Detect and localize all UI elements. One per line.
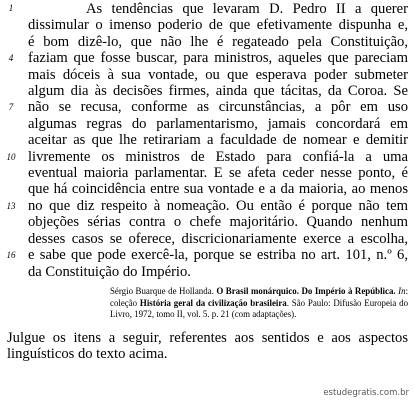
instruction-text: [7, 331, 408, 363]
passage-line: livremente os ministros de Estado para confiá-la a uma: [28, 148, 408, 165]
citation-details: . São Paulo: Difusão Europeia do Livro, 1972, tomo II, vol. 5. p. 21 (com adaptações).: [110, 297, 409, 320]
citation-collection-prefix: : coleção: [110, 286, 409, 308]
passage-line: e sabe que pode exercê-la, porque se estriba no art. 101, n.º 6,: [28, 247, 408, 264]
line-number-13: 13: [6, 201, 16, 211]
passage-line: eventual maioria parlamentar. E se afeta ceder nesse ponto, é: [28, 165, 408, 182]
line-number-1: 1: [8, 3, 14, 13]
passage-line: faziam que fosse buscar, para ministros, aqueles que pareciam: [28, 50, 408, 67]
citation-title: O Brasil monárquico. Do Império à República.: [216, 286, 396, 296]
line-number-16: 16: [6, 250, 16, 260]
passage-line: mais dóceis à sua vontade, ou que esperava poder submeter: [28, 66, 408, 83]
passage-line: algum dia às decisões firmes, ainda que tácitas, da Coroa. Se: [28, 83, 408, 100]
site-watermark: estudegratis.com.br: [323, 388, 409, 398]
line-number-10: 10: [6, 152, 16, 162]
line-number-7: 7: [8, 102, 14, 112]
citation-author: Sérgio Buarque de Hollanda.: [110, 286, 214, 296]
citation-in-label: In: [398, 286, 406, 296]
passage-line: é bom dizê-lo, que não lhe é regateado pela Constituição,: [28, 33, 408, 50]
passage-line: não se recusa, conforme as circunstâncias, a pôr em uso: [28, 99, 408, 116]
passage-line: da Constituição do Império.: [28, 263, 191, 280]
instruction-line-2: linguísticos do texto acima.: [7, 345, 168, 362]
instruction-line-1: Julgue os itens a seguir, referentes aos sentidos e aos aspectos: [7, 330, 408, 346]
passage-line: dissimular o imenso poderio de que efetivamente dispunha e,: [28, 17, 408, 34]
passage-line: As tendências que levaram D. Pedro II a querer: [86, 1, 408, 17]
passage-line: no que diz respeito à nomeação. Ou então é porque não tem: [28, 197, 408, 214]
passage-text: [28, 1, 408, 280]
passage-line: que há coincidência entre sua vontade e a da maioria, ao menos: [28, 181, 408, 198]
passage-line: objeções sérias contra o chefe majoritário. Quando nenhum: [28, 214, 408, 231]
passage-line: aceitar as que lhe retirariam a faculdade de nomear e demitir: [28, 132, 408, 149]
passage-line: algumas regras do parlamentarismo, jamais concordará em: [28, 115, 408, 132]
line-number-4: 4: [8, 53, 14, 63]
citation-collection-title: História geral da civilização brasileira: [139, 297, 287, 308]
source-citation: [110, 286, 408, 321]
passage-line: desses casos se oferece, discricionariamente exerce a escolha,: [28, 230, 408, 247]
